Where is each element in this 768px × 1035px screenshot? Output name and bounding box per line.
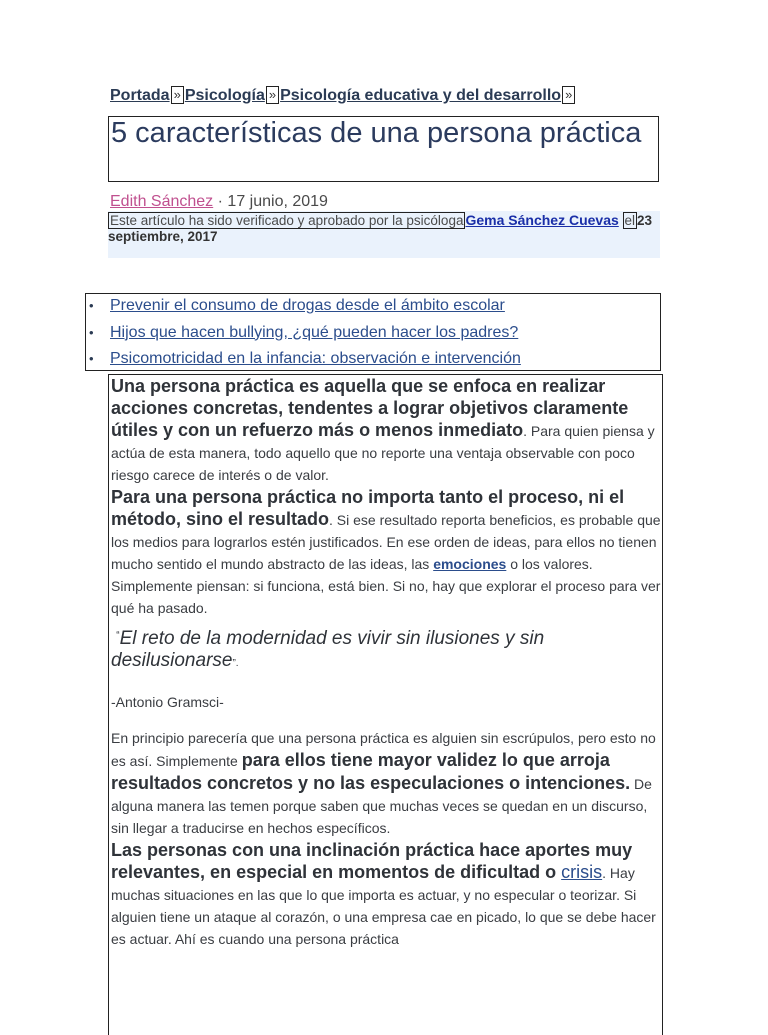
emociones-link[interactable]: emociones xyxy=(433,556,507,572)
crisis-link[interactable]: crisis xyxy=(561,862,603,882)
related-link-psicomotricidad[interactable]: Psicomotricidad en la infancia: observación e intervención xyxy=(110,350,521,367)
bullet-icon: • xyxy=(89,351,94,366)
paragraph-2 xyxy=(111,486,662,619)
breadcrumb-separator: » xyxy=(171,86,184,104)
article-title-frame xyxy=(108,116,659,182)
verification-text xyxy=(108,212,660,245)
paragraph-3-text: En principio parecería que una persona práctica es alguien sin escrúpulos, pero esto no es así. Simplemente xyxy=(111,730,656,769)
verification-conjunction: el xyxy=(624,213,636,228)
paragraph-2-end: o los valores. Simplemente piensan: si funciona, está bien. Si no, hay que explorar el proceso para ver qué ha pasado. xyxy=(111,556,661,616)
paragraph-1-text: . Para quien piensa y actúa de esta manera, todo aquello que no reporte una ventaja observable con poco riesgo carece de interés o de valor. xyxy=(111,423,655,483)
verification-box xyxy=(108,211,660,258)
verification-prefix: Este artículo ha sido verificado y aprobado por la psicóloga xyxy=(110,213,464,228)
article-body xyxy=(108,374,663,1035)
meta-dot: · xyxy=(217,193,223,210)
bullet-icon: • xyxy=(89,324,94,340)
quote-open-mark: “ xyxy=(116,630,120,641)
quote-close-mark: ”. xyxy=(232,658,239,669)
related-links-list xyxy=(85,293,661,371)
breadcrumb-link-portada[interactable]: Portada xyxy=(110,87,170,104)
breadcrumb-separator: » xyxy=(266,86,279,104)
article-title: 5 características de una persona práctica xyxy=(111,117,642,149)
quote-author: -Antonio Gramsci- xyxy=(111,694,224,710)
paragraph-4 xyxy=(111,839,662,950)
article-meta xyxy=(110,193,328,211)
paragraph-4-text: . Hay muchas situaciones en las que lo que importa es actuar, y no especular o teorizar. Si alguien tiene un ataque al corazón, o una empresa cae en picado, lo que se debe hacer es actuar. Ahí es cuando una persona práctica xyxy=(111,865,656,947)
list-item xyxy=(86,347,660,374)
publish-date: 17 junio, 2019 xyxy=(227,193,328,210)
paragraph-2-lead: Para una persona práctica no importa tanto el proceso, ni el método, sino el resultado xyxy=(111,487,625,529)
author-link[interactable]: Edith Sánchez xyxy=(110,193,214,210)
related-link-bullying[interactable]: Hijos que hacen bullying, ¿qué pueden hacer los padres? xyxy=(110,323,519,341)
quote-text: El reto de la modernidad es vivir sin ilusiones y sin desilusionarse xyxy=(111,628,545,671)
paragraph-3-end: De alguna manera las temen porque saben que muchas veces se quedan en un discurso, sin llegar a traducirse en hechos específicos. xyxy=(111,776,652,836)
related-link-drogas[interactable]: Prevenir el consumo de drogas desde el ámbito escolar xyxy=(110,297,505,314)
list-item xyxy=(86,321,660,348)
paragraph-3-bold: para ellos tiene mayor validez lo que arroja resultados concretos y no las especulaciones o intenciones. xyxy=(111,750,631,793)
paragraph-1 xyxy=(111,375,662,486)
breadcrumb-separator: » xyxy=(562,86,575,104)
paragraph-2-text: . Si ese resultado reporta beneficios, es probable que los medios para lograrlos estén justificados. En ese orden de ideas, para ellos no tienen mucho sentido el mundo abstracto de las ideas, las xyxy=(111,512,661,572)
verification-date: 23 septiembre, 2017 xyxy=(108,213,653,244)
blockquote xyxy=(111,625,662,675)
breadcrumb xyxy=(110,86,576,108)
paragraph-1-lead: Una persona práctica es aquella que se enfoca en realizar acciones concretas, tendentes a lograr objetivos claramente útiles y con un refuerzo más o menos inmediato xyxy=(111,376,629,440)
breadcrumb-link-psicologia[interactable]: Psicología xyxy=(184,87,265,104)
list-item xyxy=(86,294,660,321)
paragraph-3 xyxy=(111,727,662,839)
expert-link[interactable]: Gema Sánchez Cuevas xyxy=(465,212,619,228)
bullet-icon: • xyxy=(89,298,94,313)
paragraph-4-lead: Las personas con una inclinación práctica hace aportes muy relevantes, en especial en momentos de dificultad o xyxy=(111,840,633,882)
breadcrumb-link-psicologia-educativa[interactable]: Psicología educativa y del desarrollo xyxy=(280,87,562,104)
